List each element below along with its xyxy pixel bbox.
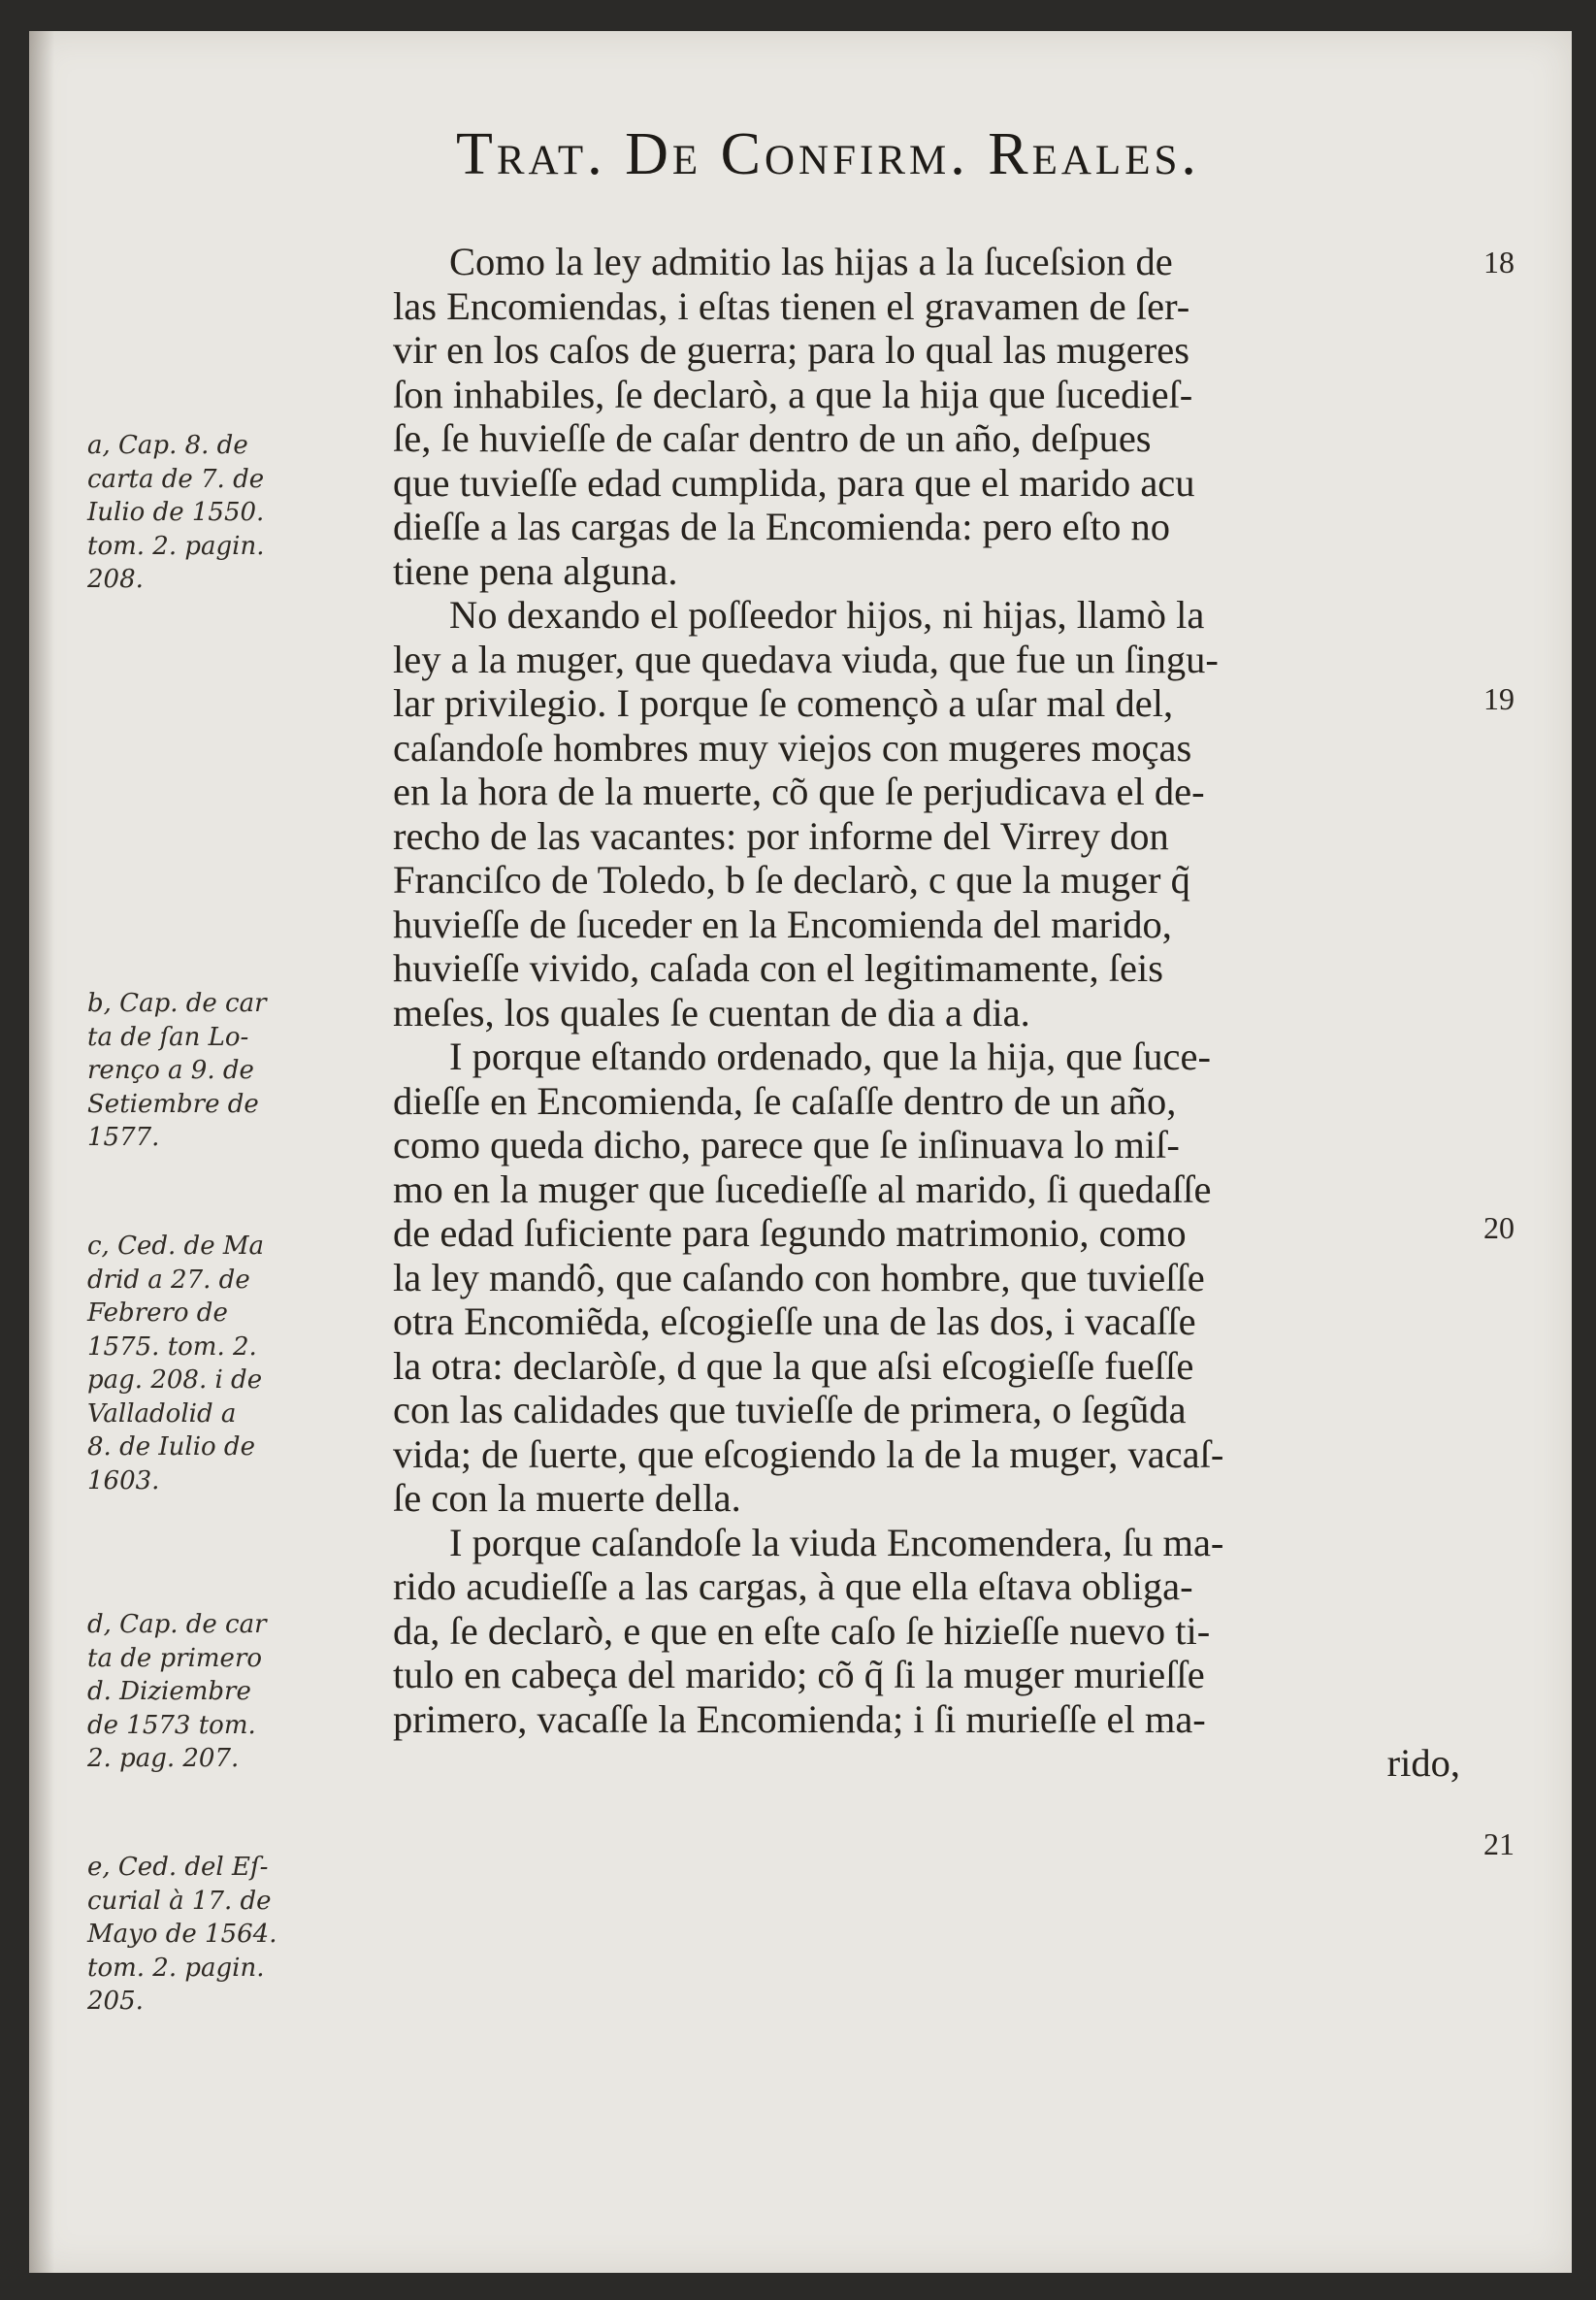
text-line: la ley mandô, que caſando con hombre, que tuvieſſe bbox=[393, 1255, 1205, 1299]
text-line: ſe, ſe huvieſſe de caſar dentro de un año, deſpues bbox=[393, 416, 1152, 460]
text-line: otra Encomiẽda, eſcogieſſe una de las dos, i vacaſſe bbox=[393, 1299, 1196, 1343]
note-line: 205. bbox=[87, 1987, 144, 2016]
note-line: tom. 2. pagin. bbox=[87, 1953, 265, 1983]
note-line: d, Cap. de car bbox=[87, 1610, 267, 1639]
text-line: Como la ley admitio las hijas a la ſuceſsion de bbox=[449, 240, 1173, 283]
note-line: a, Cap. 8. de bbox=[87, 431, 248, 460]
note-line: drid a 27. de bbox=[87, 1265, 250, 1295]
text-line: dieſſe en Encomienda, ſe caſaſſe dentro de un año, bbox=[393, 1078, 1177, 1123]
margin-note-b bbox=[87, 987, 378, 1155]
text-line: las Encomiendas, i eſtas tienen el gravamen de ſer- bbox=[393, 283, 1190, 328]
text-line: ſe con la muerte della. bbox=[393, 1476, 741, 1520]
note-line: curial à 17. de bbox=[87, 1886, 272, 1916]
text-line: No dexando el poſſeedor hijos, ni hijas, llamò la bbox=[449, 593, 1205, 637]
text-line: en la hora de la muerte, cõ que ſe perjudicava el de- bbox=[393, 770, 1205, 813]
text-line: huvieſſe vivido, caſada con el legitimamente, ſeis bbox=[393, 946, 1163, 990]
text-line: con las calidades que tuvieſſe de primera, o ſegũda bbox=[393, 1388, 1187, 1431]
note-line: Iulio de 1550. bbox=[87, 498, 265, 527]
text-line: Franciſco de Toledo, b ſe declarò, c que la muger q̃ bbox=[393, 858, 1190, 902]
note-line: 1603. bbox=[87, 1465, 160, 1495]
note-line: renço a 9. de bbox=[87, 1056, 254, 1085]
text-line: lar privilegio. I porque ſe començò a uſar mal del, bbox=[393, 681, 1174, 725]
text-line: dieſſe a las cargas de la Encomienda: pero eſto no bbox=[393, 505, 1171, 548]
text-line: I porque caſandoſe la viuda Encomendera, ſu ma- bbox=[449, 1520, 1224, 1564]
text-line: vida; de ſuerte, que eſcogiendo la de la muger, vacaſ- bbox=[393, 1431, 1224, 1476]
text-line: caſandoſe hombres muy viejos con mugeres moças bbox=[393, 725, 1192, 770]
text-line: la otra: declaròſe, d que la que aſsi eſcogieſſe fueſſe bbox=[393, 1343, 1194, 1388]
note-line: ta de ſan Lo- bbox=[87, 1022, 249, 1052]
text-line: recho de las vacantes: por informe del Virrey don bbox=[393, 813, 1169, 858]
text-line: ſon inhabiles, ſe declarò, a que la hija que ſucedieſ- bbox=[393, 372, 1193, 416]
note-line: e, Ced. del Eſ- bbox=[87, 1853, 269, 1882]
text-line: ley a la muger, que quedava viuda, que fue un ſingu- bbox=[393, 637, 1219, 681]
margin-note-e bbox=[87, 1851, 378, 2019]
note-line: c, Ced. de Ma bbox=[87, 1232, 264, 1261]
paragraph-number: 20 bbox=[1483, 1210, 1515, 1245]
note-line: 1575. tom. 2. bbox=[87, 1331, 257, 1362]
margin-note-c bbox=[87, 1230, 378, 1497]
note-line: carta de 7. de bbox=[87, 464, 265, 494]
margin-note-a bbox=[87, 429, 378, 597]
note-line: d. Diziembre bbox=[87, 1677, 251, 1706]
note-line: ta de primero bbox=[87, 1643, 263, 1673]
text-line: tiene pena alguna. bbox=[393, 548, 678, 593]
catchword: rido, bbox=[1386, 1741, 1460, 1785]
book-page bbox=[29, 31, 1572, 2273]
note-line: tom. 2. pagin. bbox=[87, 531, 265, 561]
text-line: como queda dicho, parece que ſe inſinuava lo miſ- bbox=[393, 1123, 1180, 1166]
note-line: Valladolid a bbox=[87, 1398, 237, 1429]
note-line: 208. bbox=[87, 565, 144, 594]
note-line: b, Cap. de car bbox=[87, 989, 267, 1018]
note-line: pag. 208. i de bbox=[87, 1365, 263, 1395]
note-line: Mayo de 1564. bbox=[87, 1920, 277, 1949]
body-text bbox=[393, 240, 1470, 1786]
note-line: Setiembre de bbox=[87, 1089, 259, 1119]
text-line: tulo en cabeça del marido; cõ q̃ ſi la muger murieſſe bbox=[393, 1653, 1205, 1696]
text-line: huvieſſe de ſuceder en la Encomienda del marido, bbox=[393, 902, 1172, 946]
running-header: Trat. De Confirm. Reales. bbox=[456, 121, 1200, 187]
text-line: rido acudieſſe a las cargas, à que ella eſtava obliga- bbox=[393, 1564, 1193, 1608]
text-line: vir en los caſos de guerra; para lo qual las mugeres bbox=[393, 328, 1189, 372]
page-spine-shadow bbox=[29, 31, 54, 2273]
note-line: 8. de Iulio de bbox=[87, 1432, 255, 1462]
paragraph-number: 19 bbox=[1483, 681, 1515, 716]
text-line: mo en la muger que ſucedieſſe al marido, ſi quedaſſe bbox=[393, 1166, 1212, 1211]
text-line: de edad ſuficiente para ſegundo matrimonio, como bbox=[393, 1211, 1187, 1255]
paragraph-number: 18 bbox=[1483, 245, 1515, 279]
paragraph-number: 21 bbox=[1483, 1826, 1515, 1861]
text-line: I porque eſtando ordenado, que la hija, que ſuce- bbox=[449, 1035, 1211, 1078]
note-line: 1577. bbox=[87, 1123, 160, 1152]
note-line: Febrero de bbox=[87, 1298, 228, 1328]
text-line: da, ſe declarò, e que en eſte caſo ſe hizieſſe nuevo ti- bbox=[393, 1608, 1211, 1653]
text-line: meſes, los quales ſe cuentan de dia a dia. bbox=[393, 990, 1030, 1035]
text-line: primero, vacaſſe la Encomienda; i ſi murieſſe el ma- bbox=[393, 1696, 1206, 1741]
note-line: 2. pag. 207. bbox=[87, 1744, 240, 1773]
note-line: de 1573 tom. bbox=[87, 1710, 256, 1740]
text-line: que tuvieſſe edad cumplida, para que el marido acu bbox=[393, 460, 1195, 505]
margin-note-d bbox=[87, 1608, 378, 1776]
